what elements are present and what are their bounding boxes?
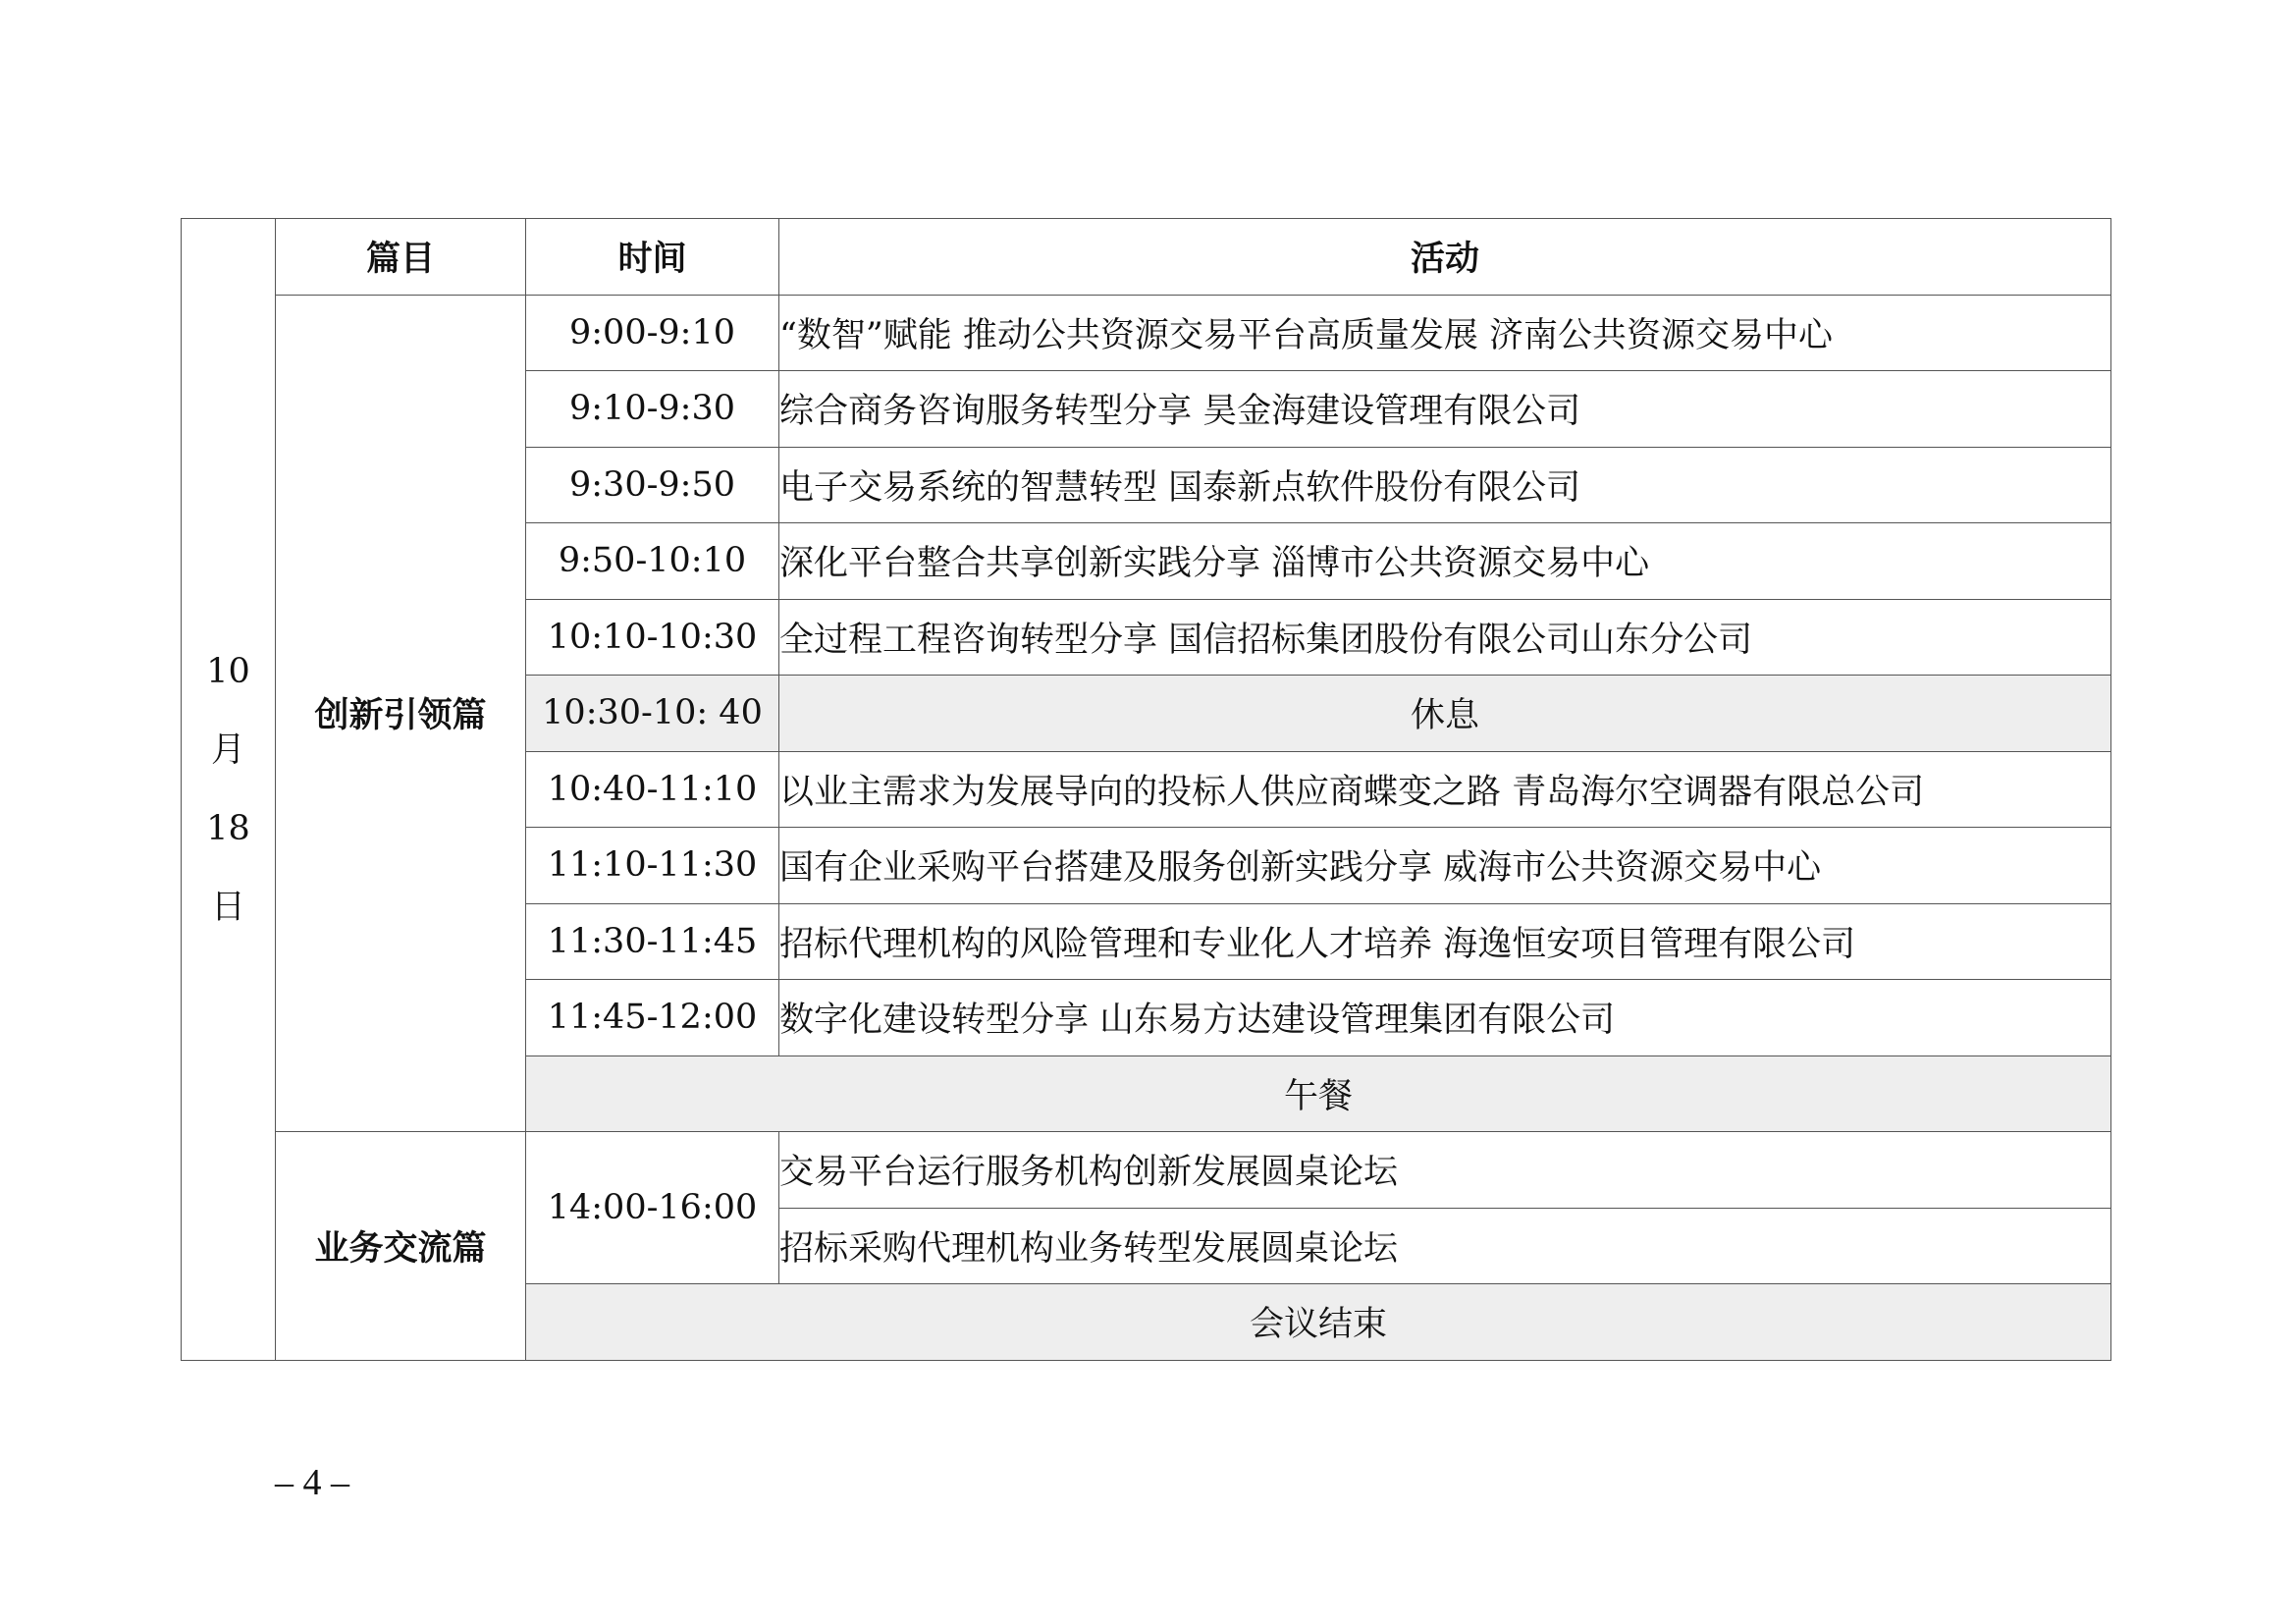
date-day-number: 18 [206,808,250,848]
date-cell [182,219,276,1361]
header-activity: 活动 [779,219,2111,296]
table-row [182,295,2111,371]
row-activity: 数字化建设转型分享 山东易方达建设管理集团有限公司 [779,980,2111,1056]
row-activity: 电子交易系统的智慧转型 国泰新点软件股份有限公司 [779,447,2111,523]
row-time: 11:45-12:00 [526,980,779,1056]
row-time: 10:10-10:30 [526,599,779,676]
section-innovation: 创新引领篇 [276,295,526,1132]
header-row [182,219,2111,296]
end-cell: 会议结束 [526,1284,2111,1361]
row-activity: 全过程工程咨询转型分享 国信招标集团股份有限公司山东分公司 [779,599,2111,676]
row-activity: 综合商务咨询服务转型分享 昊金海建设管理有限公司 [779,371,2111,448]
schedule-table [181,218,2111,1361]
row-time: 9:50-10:10 [526,523,779,600]
row-time: 9:10-9:30 [526,371,779,448]
row-time: 11:30-11:45 [526,903,779,980]
row-time: 14:00-16:00 [526,1132,779,1284]
date-month-char: 月 [210,730,245,770]
row-activity: 招标代理机构的风险管理和专业化人才培养 海逸恒安项目管理有限公司 [779,903,2111,980]
row-activity: 以业主需求为发展导向的投标人供应商蝶变之路 青岛海尔空调器有限总公司 [779,751,2111,828]
row-time: 10:30-10: 40 [526,676,779,752]
table-row [182,1132,2111,1209]
break-cell: 休息 [779,676,2111,752]
lunch-cell: 午餐 [526,1056,2111,1132]
page-number: – 4 – [275,1462,349,1503]
date-day-char: 日 [210,887,245,927]
section-exchange: 业务交流篇 [276,1132,526,1361]
header-time: 时间 [526,219,779,296]
date-month-number: 10 [206,651,250,691]
row-activity: 深化平台整合共享创新实践分享 淄博市公共资源交易中心 [779,523,2111,600]
row-time: 9:30-9:50 [526,447,779,523]
row-activity: “数智”赋能 推动公共资源交易平台高质量发展 济南公共资源交易中心 [779,295,2111,371]
row-time: 9:00-9:10 [526,295,779,371]
row-time: 10:40-11:10 [526,751,779,828]
header-section: 篇目 [276,219,526,296]
row-time: 11:10-11:30 [526,828,779,904]
row-activity: 招标采购代理机构业务转型发展圆桌论坛 [779,1208,2111,1284]
row-activity: 国有企业采购平台搭建及服务创新实践分享 威海市公共资源交易中心 [779,828,2111,904]
row-activity: 交易平台运行服务机构创新发展圆桌论坛 [779,1132,2111,1209]
